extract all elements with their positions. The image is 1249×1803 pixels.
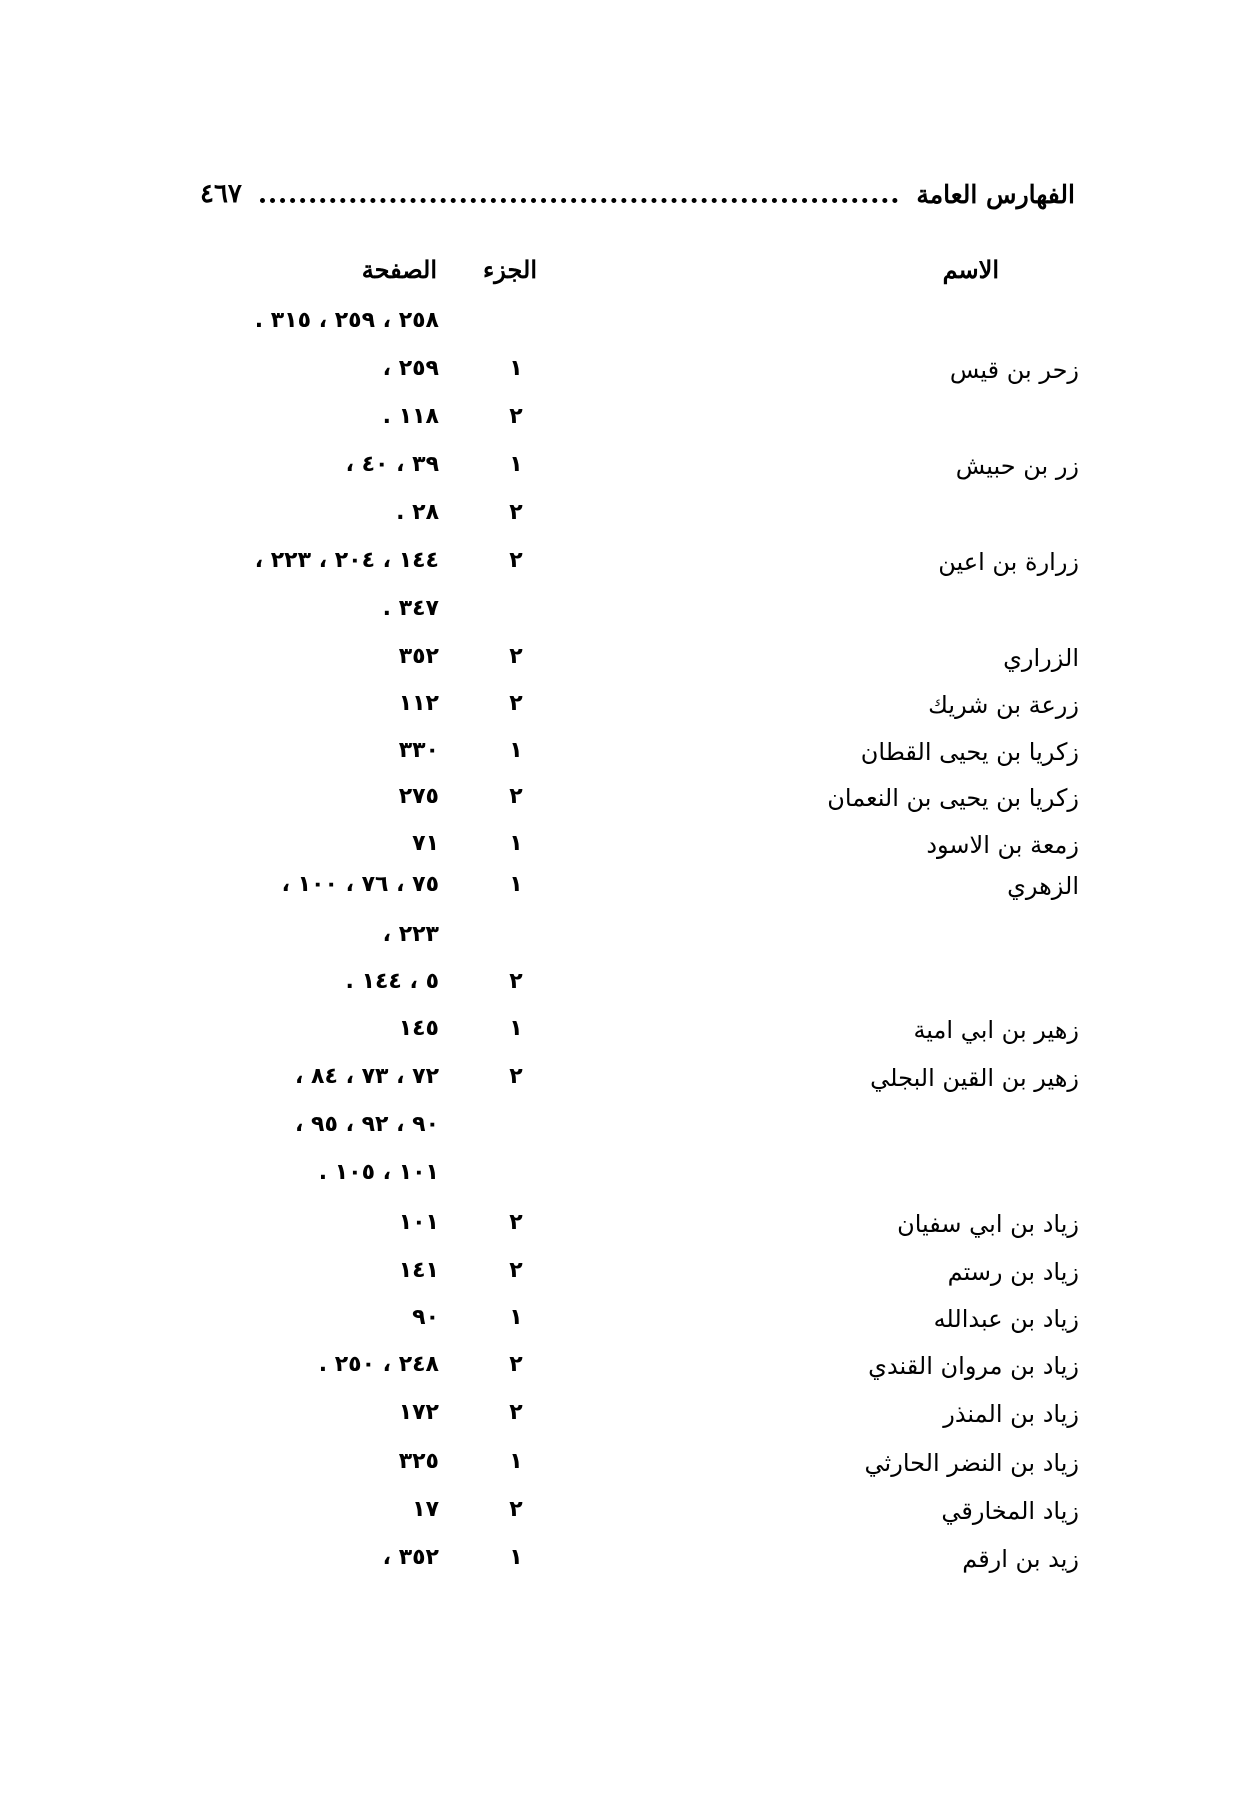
entry-name: زياد بن ابي سفيان xyxy=(897,1210,1079,1238)
entry-pages: ٢٢٣ ، xyxy=(382,922,439,947)
entry-name: زياد بن مروان القندي xyxy=(868,1352,1079,1380)
entry-pages: ٢٥٨ ، ٢٥٩ ، ٣١٥ . xyxy=(254,308,439,333)
entry-part: ١ xyxy=(509,1305,523,1330)
entry-name: زياد بن رستم xyxy=(947,1258,1079,1286)
entry-part: ١ xyxy=(509,452,523,477)
index-row xyxy=(0,691,1249,731)
index-row xyxy=(0,872,1249,912)
index-row xyxy=(0,1064,1249,1104)
entry-name: زياد المخارقي xyxy=(941,1497,1079,1525)
entry-pages: ١٧ xyxy=(412,1497,439,1522)
entry-part: ٢ xyxy=(509,969,523,994)
entry-part: ٢ xyxy=(509,784,523,809)
entry-name: زكريا بن يحيى القطان xyxy=(860,738,1079,766)
entry-pages: ١٧٢ xyxy=(398,1400,439,1425)
index-row xyxy=(0,1305,1249,1345)
entry-name: زهير بن ابي امية xyxy=(913,1016,1079,1044)
entry-part: ١ xyxy=(509,1449,523,1474)
entry-name: زكريا بن يحيى بن النعمان xyxy=(827,784,1079,812)
entry-pages: ١٠١ xyxy=(398,1210,439,1235)
entry-name: زياد بن عبدالله xyxy=(933,1305,1079,1333)
entry-pages: ١٤٤ ، ٢٠٤ ، ٢٢٣ ، xyxy=(254,548,439,573)
index-row xyxy=(0,1545,1249,1585)
entry-pages: ١٤١ xyxy=(398,1258,439,1283)
index-row xyxy=(0,404,1249,444)
column-header-name: الاسم xyxy=(942,255,999,284)
index-row xyxy=(0,831,1249,871)
entry-part: ١ xyxy=(509,831,523,856)
entry-name: زر بن حبيش xyxy=(955,452,1079,480)
entry-name: زمعة بن الاسود xyxy=(926,831,1079,859)
index-row xyxy=(0,1210,1249,1250)
entry-pages: ٧٥ ، ٧٦ ، ١٠٠ ، xyxy=(281,872,439,897)
entry-pages: ٢٧٥ xyxy=(398,784,439,809)
entry-part: ٢ xyxy=(509,1400,523,1425)
entry-part: ٢ xyxy=(509,1352,523,1377)
entry-part: ١ xyxy=(509,1545,523,1570)
entry-pages: ١١٢ xyxy=(398,691,439,716)
entry-part: ٢ xyxy=(509,1210,523,1235)
entry-name: زرعة بن شريك xyxy=(928,691,1079,719)
entry-part: ٢ xyxy=(509,500,523,525)
column-header-part: الجزء xyxy=(483,255,537,284)
entry-name: زهير بن القين البجلي xyxy=(870,1064,1079,1092)
entry-part: ١ xyxy=(509,738,523,763)
index-row xyxy=(0,922,1249,962)
entry-pages: ٧٢ ، ٧٣ ، ٨٤ ، xyxy=(295,1064,439,1089)
index-row xyxy=(0,1258,1249,1298)
entry-pages: ٣٩ ، ٤٠ ، xyxy=(345,452,439,477)
entry-part: ٢ xyxy=(509,404,523,429)
entry-part: ٢ xyxy=(509,1064,523,1089)
entry-pages: ٥ ، ١٤٤ . xyxy=(345,969,439,994)
entry-pages: ١٤٥ xyxy=(398,1016,439,1041)
index-row xyxy=(0,356,1249,396)
entry-pages: ٧١ xyxy=(412,831,439,856)
entry-pages: ٩٠ ، ٩٢ ، ٩٥ ، xyxy=(295,1112,439,1137)
entry-pages: ٢٥٩ ، xyxy=(382,356,439,381)
entry-pages: ٣٤٧ . xyxy=(382,596,439,621)
entry-part: ٢ xyxy=(509,691,523,716)
entry-part: ١ xyxy=(509,1016,523,1041)
index-row xyxy=(0,1160,1249,1200)
entry-pages: ٣٥٢ ، xyxy=(382,1545,439,1570)
index-row xyxy=(0,596,1249,636)
index-row xyxy=(0,784,1249,824)
index-row xyxy=(0,452,1249,492)
index-row xyxy=(0,1400,1249,1440)
index-row xyxy=(0,1016,1249,1056)
index-row xyxy=(0,644,1249,684)
entry-name: زياد بن المنذر xyxy=(943,1400,1079,1428)
entry-part: ٢ xyxy=(509,1258,523,1283)
entry-part: ٢ xyxy=(509,644,523,669)
index-row xyxy=(0,738,1249,778)
entry-part: ١ xyxy=(509,356,523,381)
index-row xyxy=(0,1449,1249,1489)
entry-pages: ٣٣٠ xyxy=(398,738,439,763)
index-row xyxy=(0,548,1249,588)
entry-part: ١ xyxy=(509,872,523,897)
entry-pages: ٩٠ xyxy=(412,1305,439,1330)
index-row xyxy=(0,1112,1249,1152)
entry-pages: ٢٤٨ ، ٢٥٠ . xyxy=(318,1352,439,1377)
entry-part: ٢ xyxy=(509,548,523,573)
entry-name: زياد بن النضر الحارثي xyxy=(864,1449,1079,1477)
running-header-title: الفهارس العامة xyxy=(916,179,1075,209)
leader-dots xyxy=(260,198,898,203)
page-number: ٤٦٧ xyxy=(200,179,242,209)
entry-name: زيد بن ارقم xyxy=(962,1545,1079,1573)
entry-name: زحر بن قيس xyxy=(949,356,1079,384)
entry-name: الزهري xyxy=(1007,872,1079,900)
index-row xyxy=(0,1352,1249,1392)
entry-pages: ١١٨ . xyxy=(382,404,439,429)
index-row xyxy=(0,500,1249,540)
entry-pages: ٣٥٢ xyxy=(398,644,439,669)
entry-pages: ٣٢٥ xyxy=(398,1449,439,1474)
column-header-page: الصفحة xyxy=(361,255,437,284)
index-row xyxy=(0,308,1249,348)
index-row xyxy=(0,969,1249,1009)
entry-part: ٢ xyxy=(509,1497,523,1522)
running-header xyxy=(200,172,1075,216)
entry-pages: ١٠١ ، ١٠٥ . xyxy=(318,1160,439,1185)
index-row xyxy=(0,1497,1249,1537)
entry-pages: ٢٨ . xyxy=(396,500,439,525)
entry-name: زرارة بن اعين xyxy=(938,548,1079,576)
entry-name: الزراري xyxy=(1003,644,1079,672)
